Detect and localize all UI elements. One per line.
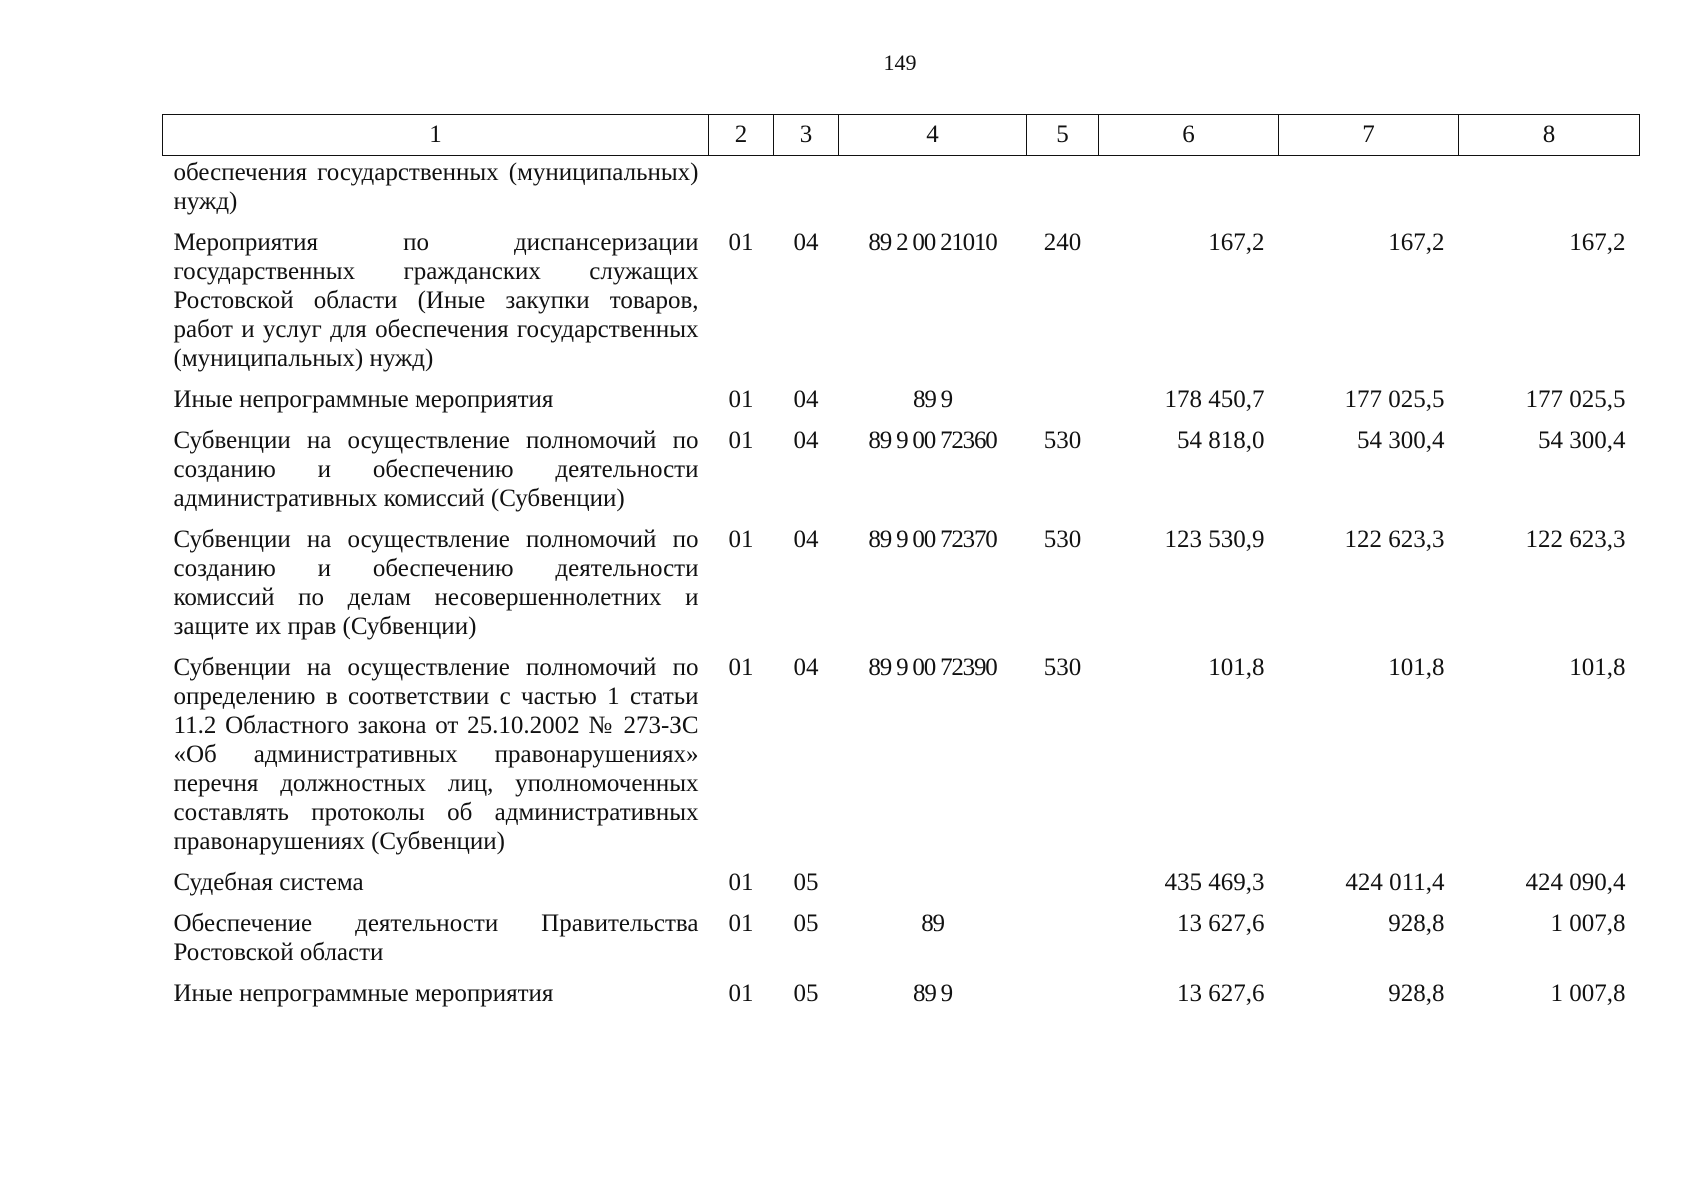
row-name: Иные непрограммные мероприятия [173,386,554,413]
amount-col-8: 101,8 [1569,654,1626,681]
amount-col-7: 167,2 [1388,229,1445,256]
row-name: Судебная система [173,869,364,896]
amount-col-7: 424 011,4 [1345,869,1445,896]
row-name: Иные непрограммные мероприятия [173,980,554,1007]
amount-col-8: 167,2 [1569,229,1626,256]
expense-type-code [1027,979,1099,1020]
amount-col-7 [1279,156,1459,229]
table-row [163,385,1640,426]
table-header-row [163,115,1640,156]
table-row [163,909,1640,979]
amount-col-6: 167,2 [1208,229,1265,256]
amount-col-6: 123 530,9 [1164,526,1265,553]
subsection-code: 04 [793,427,819,454]
target-article-code: 89 9 [913,980,952,1007]
subsection-code: 04 [793,654,819,681]
subsection-code: 04 [793,526,819,553]
amount-col-6: 13 627,6 [1177,910,1265,937]
expense-type-code [1027,909,1099,979]
target-article-code: 89 9 00 72370 [868,526,997,553]
row-name: Мероприятия по диспансеризации государственных гражданских служащих Ростовской области (Иные закупки товаров, работ и услуг для обеспечения государственных (муниципальных) нужд) [173,229,699,372]
subsection-code: 05 [793,869,819,896]
section-code: 01 [728,654,754,681]
column-header: 7 [1279,115,1459,156]
row-name: обеспечения государственных (муниципальных) нужд) [173,159,699,215]
amount-col-7: 101,8 [1388,654,1445,681]
section-code: 01 [728,980,754,1007]
column-header: 5 [1027,115,1099,156]
row-name: Субвенции на осуществление полномочий по созданию и обеспечению деятельности комиссий по делам несовершеннолетних и защите их прав (Субвенции) [173,526,699,640]
amount-col-8: 122 623,3 [1525,526,1626,553]
subsection-code: 05 [793,980,819,1007]
table-row [163,979,1640,1020]
column-header: 1 [163,115,709,156]
row-name: Обеспечение деятельности Правительства Ростовской области [173,910,699,966]
target-article-code: 89 9 [913,386,952,413]
expense-type-code [1027,156,1099,229]
amount-col-7: 928,8 [1388,980,1445,1007]
expense-type-code: 530 [1043,526,1082,553]
table-row [163,426,1640,525]
section-code: 01 [728,526,754,553]
column-header: 4 [839,115,1027,156]
amount-col-8: 1 007,8 [1550,980,1626,1007]
target-article-code: 89 9 00 72360 [868,427,997,454]
amount-col-6: 54 818,0 [1177,427,1265,454]
amount-col-8: 54 300,4 [1538,427,1626,454]
expense-type-code: 530 [1043,654,1082,681]
target-article-code [839,868,1027,909]
amount-col-7: 928,8 [1388,910,1445,937]
amount-col-7: 177 025,5 [1344,386,1445,413]
section-code: 01 [728,386,754,413]
amount-col-8: 177 025,5 [1525,386,1626,413]
table-row [163,653,1640,868]
amount-col-6: 178 450,7 [1164,386,1265,413]
target-article-code: 89 9 00 72390 [868,654,997,681]
subsection-code: 05 [793,910,819,937]
expense-type-code [1027,868,1099,909]
table-row [163,525,1640,653]
expense-type-code [1027,385,1099,426]
section-code [709,156,774,229]
column-header: 8 [1459,115,1640,156]
table-row [163,156,1640,229]
row-name: Субвенции на осуществление полномочий по определению в соответствии с частью 1 статьи 11.2 Областного закона от 25.10.2002 № 273-ЗС «Об административных правонарушениях» перечня должностных лиц, уполномоченных составлять протоколы об административных правонарушениях (Субвенции) [173,654,699,855]
target-article-code [839,156,1027,229]
table-row [163,228,1640,385]
subsection-code: 04 [793,229,819,256]
budget-table [162,114,1640,1020]
section-code: 01 [728,427,754,454]
amount-col-6: 435 469,3 [1164,869,1265,896]
subsection-code: 04 [793,386,819,413]
section-code: 01 [728,229,754,256]
column-header: 3 [774,115,839,156]
subsection-code [774,156,839,229]
page-number: 149 [883,50,917,75]
column-header: 6 [1099,115,1279,156]
table-row [163,868,1640,909]
column-header: 2 [709,115,774,156]
amount-col-6 [1099,156,1279,229]
expense-type-code: 240 [1043,229,1082,256]
amount-col-6: 13 627,6 [1177,980,1265,1007]
amount-col-7: 122 623,3 [1344,526,1445,553]
amount-col-8: 1 007,8 [1550,910,1626,937]
amount-col-7: 54 300,4 [1357,427,1445,454]
row-name: Субвенции на осуществление полномочий по созданию и обеспечению деятельности административных комиссий (Субвенции) [173,427,699,512]
target-article-code: 89 2 00 21010 [868,229,997,256]
target-article-code: 89 [921,910,944,937]
section-code: 01 [728,910,754,937]
amount-col-6: 101,8 [1208,654,1265,681]
amount-col-8: 424 090,4 [1525,869,1626,896]
amount-col-8 [1459,156,1640,229]
section-code: 01 [728,869,754,896]
expense-type-code: 530 [1043,427,1082,454]
